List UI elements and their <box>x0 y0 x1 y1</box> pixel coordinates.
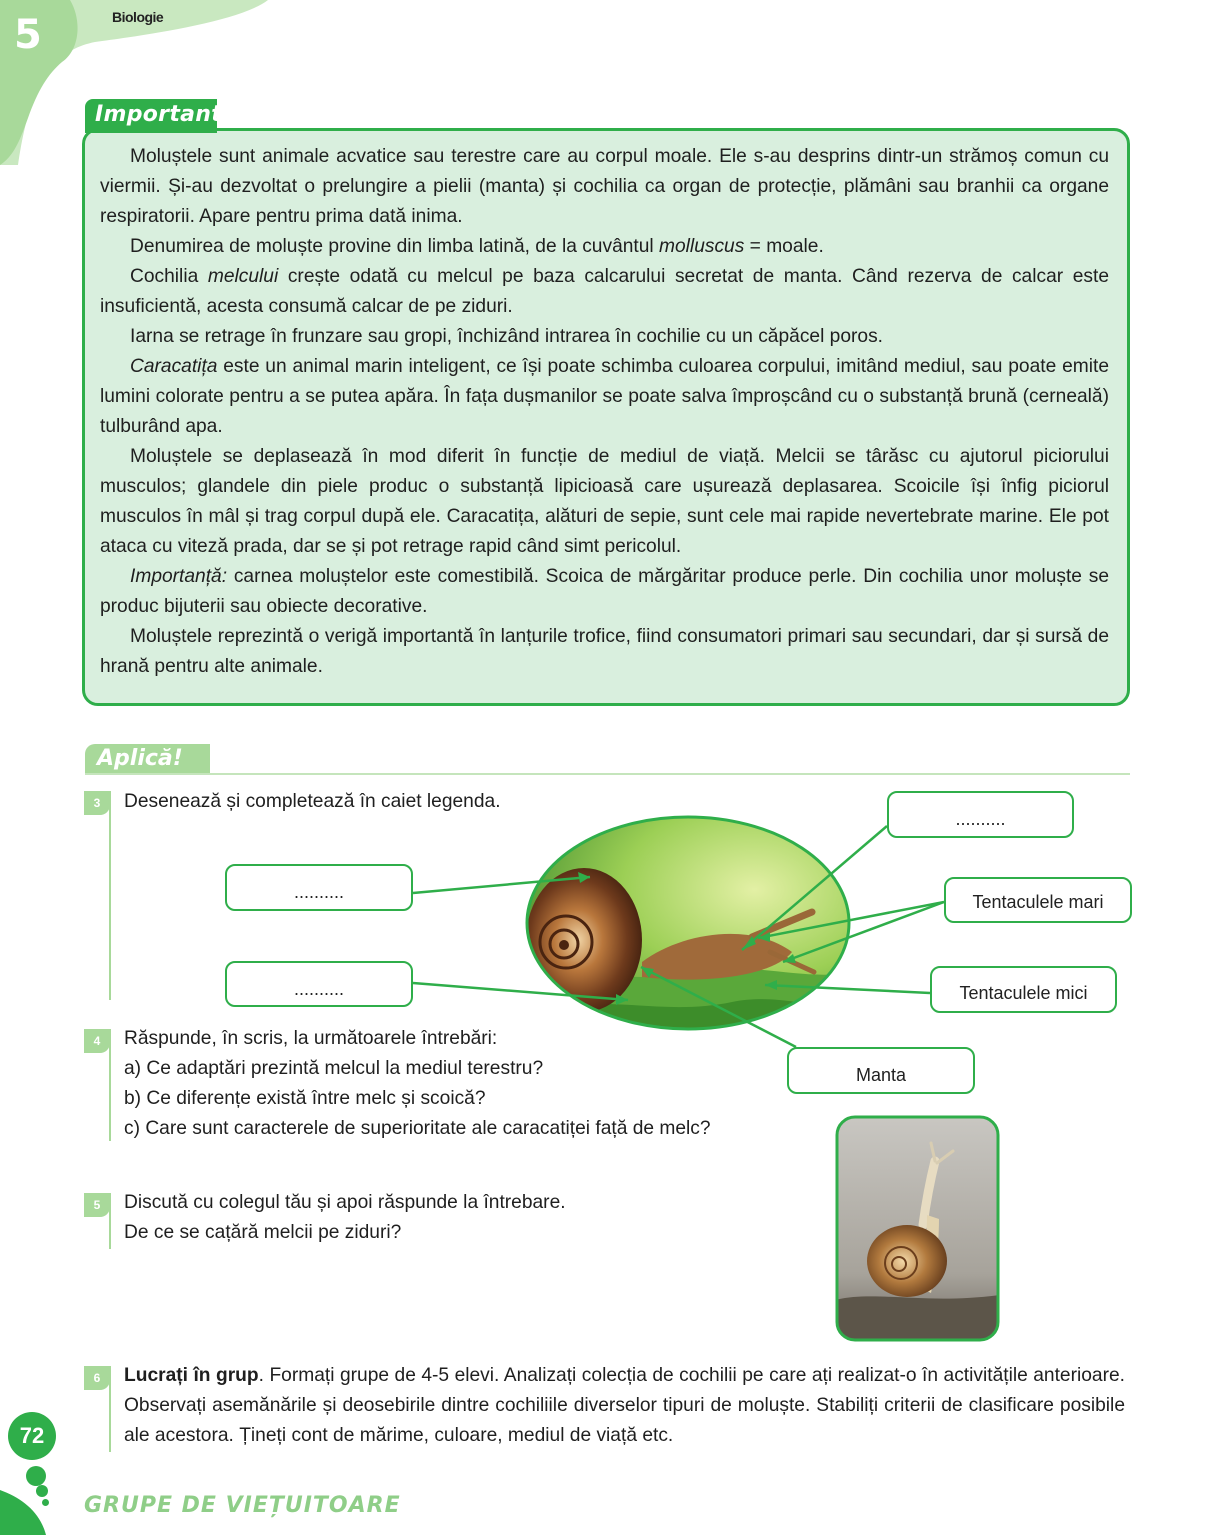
snail-photo <box>522 812 854 1034</box>
page-number: 72 <box>8 1412 56 1460</box>
important-title: Important <box>95 102 223 127</box>
label-tentacule-mari: Tentaculele mari <box>944 877 1132 923</box>
important-paragraph: Moluștele sunt animale acvatice sau terestre care au corpul moale. Ele s-au desprins dintr-un strămoș comun cu viermii. Și-au dezvoltat o prelungire a pielii (manta) și cochilia ca organ de protecție, plămâni sau branhii ca organe respiratorii. Apare pentru prima dată inima. <box>100 146 1109 227</box>
exercise-bar <box>109 791 111 1000</box>
exercise-number: 5 <box>84 1193 110 1217</box>
exercise-6-body: . Formați grupe de 4-5 elevi. Analizați colecția de cochilii pe care ați realizat-o în activitățile anterioare. Observați asemănările și deosebirile dintre cochiliile diverselor tipuri de moluște. Stabiliți criterii de clasificare posibile ale acestora. Țineți cont de mărime, culoare, mediul de viață etc. <box>124 1365 1125 1446</box>
exercise-bar <box>109 1029 111 1141</box>
important-paragraph: Importanță: carnea moluștelor este comestibilă. Scoica de mărgăritar produce perle. Din cochilia unor moluște se produc bijuterii sau obiecte decorative. <box>100 566 1109 617</box>
important-paragraph: Denumirea de moluște provine din limba latină, de la cuvântul molluscus = moale. <box>130 236 824 257</box>
subject-title: Biologie <box>112 9 164 25</box>
exercise-4-line: c) Care sunt caracterele de superioritate ale caracatiței față de melc? <box>124 1118 711 1139</box>
exercise-bar <box>109 1366 111 1452</box>
chapter-number: 5 <box>14 12 42 58</box>
important-tab <box>85 99 223 133</box>
exercise-number: 4 <box>84 1029 110 1053</box>
important-paragraph: Moluștele se deplasează în mod diferit în funcție de mediul de viață. Melcii se târăsc cu ajutorul piciorului musculos; glandele din piele produc o substanță lipicioasă care ușurează deplasarea. Scoicile își înfig piciorul musculos în mâl și trag corpul după ele. Caracatița, alături de sepie, sunt cele mai rapide nevertebrate marine. Ele pot ataca cu viteză prada, dar se și pot retrage rapid când simt pericolul. <box>100 446 1109 557</box>
label-manta: Manta <box>787 1047 975 1094</box>
snail-wall-photo <box>835 1115 1000 1342</box>
label-left-top: .......... <box>225 864 413 911</box>
exercise-6-lead: Lucrați în grup <box>124 1365 259 1386</box>
exercise-3-text <box>124 787 501 817</box>
decor-dot <box>26 1466 46 1486</box>
important-text <box>100 142 1109 682</box>
exercise-4-text <box>124 1024 711 1144</box>
aplica-tab <box>85 744 210 775</box>
label-tentacule-mici: Tentaculele mici <box>930 966 1117 1013</box>
aplica-divider <box>85 773 1130 775</box>
exercise-number: 3 <box>84 791 110 815</box>
important-paragraph: Caracatița este un animal marin inteligent, ce își poate schimba culoarea corpului, imitând mediul, sau poate emite lumini colorate pentru a se putea apăra. În fața dușmanilor se poate salva împroșcând cu o substanță brună (cerneală) tulburând apa. <box>100 356 1109 437</box>
decor-dot <box>36 1485 48 1497</box>
exercise-5-line: De ce se cațără melcii pe ziduri? <box>124 1222 402 1243</box>
exercise-number: 6 <box>84 1366 110 1390</box>
footer-chapter-title: GRUPE DE VIEȚUITOARE <box>84 1493 401 1518</box>
exercise-5-text <box>124 1188 566 1248</box>
important-paragraph: Cochilia melcului crește odată cu melcul pe baza calcarului secretat de manta. Când rezerva de calcar este insuficientă, acesta consumă calcar de pe ziduri. <box>100 266 1109 317</box>
exercise-4-line: Răspunde, în scris, la următoarele întrebări: <box>124 1028 498 1049</box>
important-paragraph: Moluștele reprezintă o verigă importantă în lanțurile trofice, fiind consumatori primari sau secundari, dar și sursă de hrană pentru alte animale. <box>100 626 1109 677</box>
exercise-3-instruction: Desenează și completează în caiet legenda. <box>124 791 501 812</box>
exercise-4-line: b) Ce diferențe există între melc și scoică? <box>124 1088 486 1109</box>
exercise-bar <box>109 1193 111 1249</box>
label-top-right: .......... <box>887 791 1074 838</box>
important-paragraph: Iarna se retrage în frunzare sau gropi, închizând intrarea în cochilie cu un căpăcel poros. <box>130 326 884 347</box>
aplica-title: Aplică! <box>97 746 183 771</box>
label-left-bottom: .......... <box>225 961 413 1007</box>
exercise-6-text <box>124 1361 1125 1451</box>
decor-dot <box>42 1499 49 1506</box>
exercise-4-line: a) Ce adaptări prezintă melcul la mediul terestru? <box>124 1058 544 1079</box>
exercise-5-line: Discută cu colegul tău și apoi răspunde la întrebare. <box>124 1192 566 1213</box>
